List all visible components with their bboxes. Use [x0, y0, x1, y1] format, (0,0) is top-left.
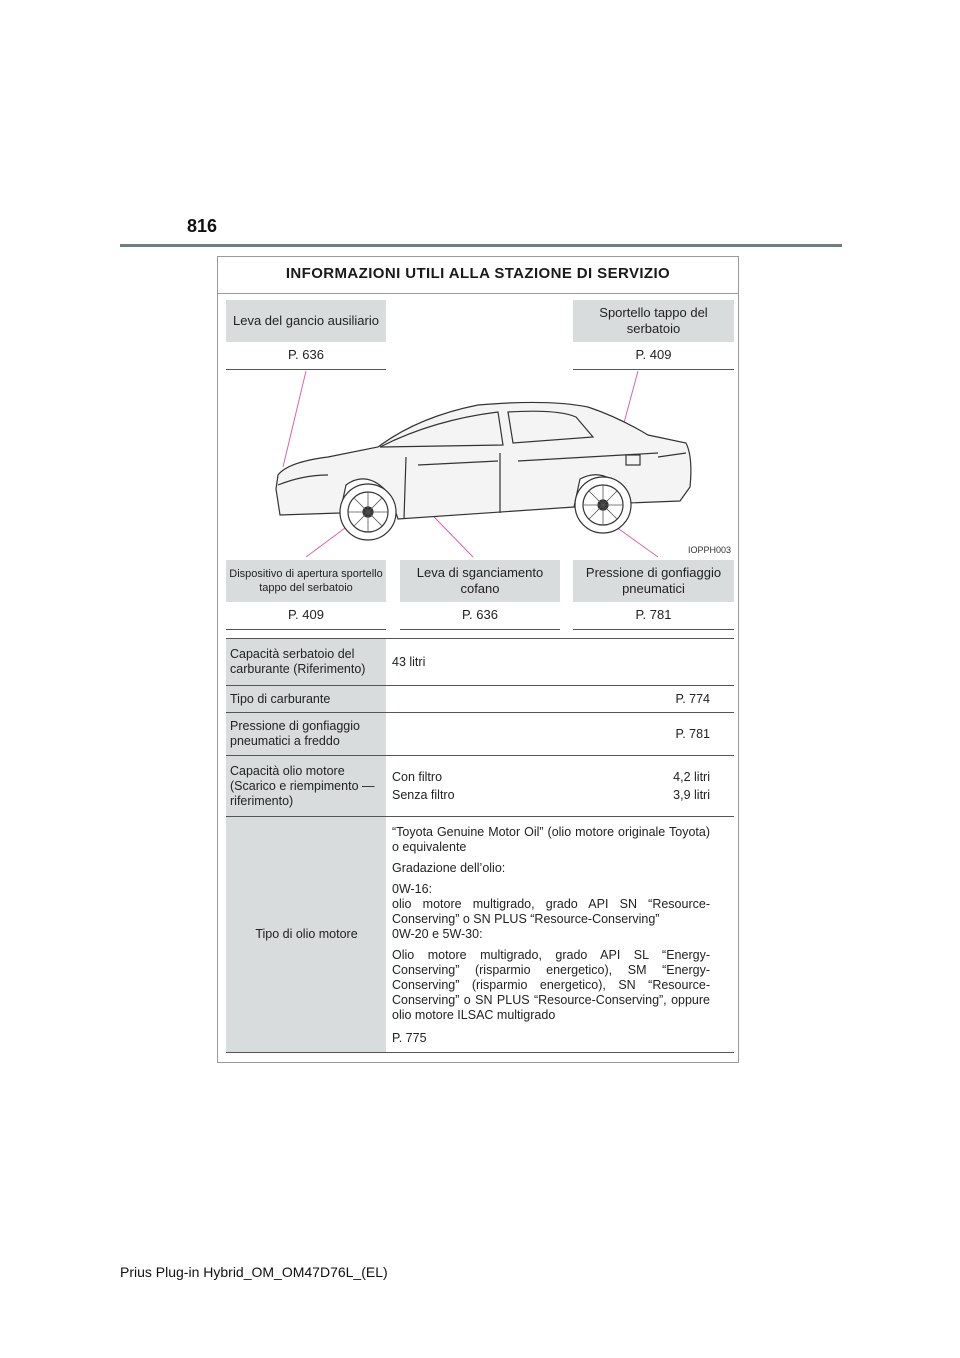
callout-tire-pressure-label: Pressione di gonfiaggio pneumatici: [573, 560, 734, 602]
page-number: 816: [187, 216, 218, 236]
callout-fuel-door-ref[interactable]: P. 409: [573, 347, 734, 370]
oil-type-p3a: 0W-16:: [392, 882, 433, 896]
callout-fuel-door-label: Sportello tappo del serbatoio: [573, 300, 734, 342]
footer-model-code: Prius Plug-in Hybrid_OM_OM47D76L_(EL): [120, 1264, 388, 1280]
oil-type-p4: Olio motore multigrado, grado API SL “Energy-Conserving” (risparmio energetico), SM “Energy-Conserving” (risparmio energetico), SN “Resource-Conserving” o SN PLUS “Resource-Conserving”, oppure olio motore ILSAC multigrado: [392, 948, 710, 1022]
fuel-type-ref[interactable]: P. 774: [386, 686, 734, 713]
callout-tire-pressure-ref[interactable]: P. 781: [573, 607, 734, 630]
callout-hood-release-ref[interactable]: P. 636: [400, 607, 560, 630]
fuel-capacity-label: Capacità serbatoio del carburante (Riferimento): [226, 639, 386, 686]
table-row: [226, 686, 734, 713]
oil-capacity-label: Capacità olio motore (Scarico e riempimento — riferimento): [226, 756, 386, 817]
without-filter-label: Senza filtro: [392, 787, 455, 802]
oil-type-p3b: olio motore multigrado, grado API SN “Resource-Conserving” o SN PLUS “Resource-Conserving”: [392, 897, 710, 926]
callout-hood-release-label: Leva di sganciamento cofano: [400, 560, 560, 602]
oil-type-ref[interactable]: P. 775: [392, 1031, 427, 1045]
spec-table: [226, 638, 734, 1053]
callout-hood-aux-label: Leva del gancio ausiliario: [226, 300, 386, 342]
table-row: [226, 817, 734, 1053]
service-info-panel: [217, 256, 739, 1063]
image-code: IOPPH003: [688, 545, 732, 555]
table-row: [226, 756, 734, 817]
oil-type-values: [386, 817, 734, 1053]
with-filter-label: Con filtro: [392, 769, 443, 784]
table-row: [226, 713, 734, 756]
oil-type-p3c: 0W-20 e 5W-30:: [392, 927, 483, 941]
cold-tire-ref[interactable]: P. 781: [386, 713, 734, 756]
header-rule: [120, 244, 842, 247]
panel-title: INFORMAZIONI UTILI ALLA STAZIONE DI SERVIZIO: [218, 257, 738, 294]
table-row: [226, 639, 734, 686]
cold-tire-label: Pressione di gonfiaggio pneumatici a freddo: [226, 713, 386, 756]
fuel-type-label: Tipo di carburante: [226, 686, 386, 713]
oil-type-p2: Gradazione dell’olio:: [392, 861, 506, 875]
with-filter-value: 4,2 litri: [673, 769, 710, 784]
oil-type-p1: “Toyota Genuine Motor Oil” (olio motore originale Toyota) o equivalente: [392, 825, 710, 854]
callout-hood-aux-ref[interactable]: P. 636: [226, 347, 386, 370]
without-filter-value: 3,9 litri: [673, 787, 710, 802]
fuel-capacity-value: 43 litri: [386, 639, 734, 686]
oil-capacity-values: [386, 756, 734, 817]
callout-fuel-opener-label: Dispositivo di apertura sportello tappo del serbatoio: [226, 560, 386, 602]
oil-type-label: Tipo di olio motore: [226, 817, 386, 1053]
callout-fuel-opener-ref[interactable]: P. 409: [226, 607, 386, 630]
